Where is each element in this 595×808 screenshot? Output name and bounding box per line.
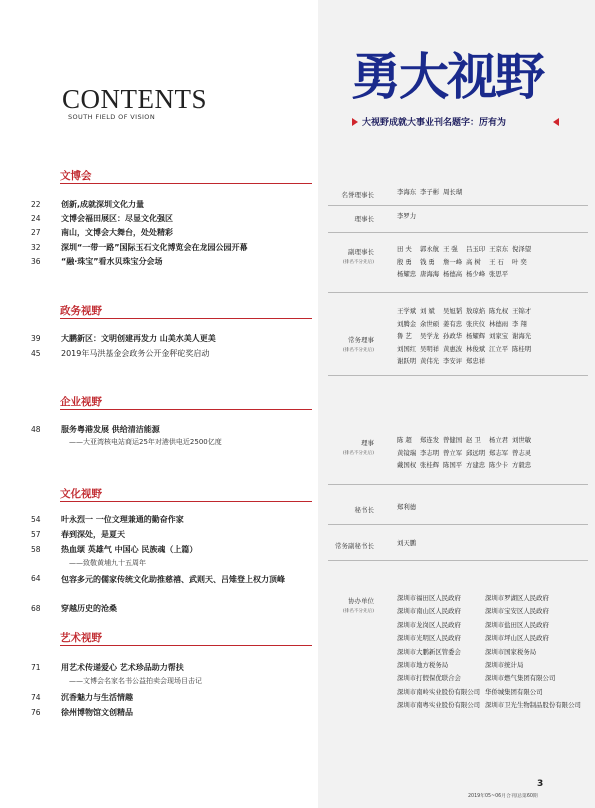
masthead-label: 常务理事 [348, 336, 374, 344]
toc-page-number: 57 [31, 530, 41, 539]
magazine-logo [351, 44, 547, 106]
toc-page-number: 76 [31, 708, 41, 717]
masthead-names: 李海东 李子彬 周长瑚 [397, 188, 463, 196]
masthead-names: 田 夫 郭永航 王 强 吕玉印 王京东 倪泽望 殷 勇 钱 勇 詹一峰 高 树 王 石 叶 奕 杨耀忠 唐海海 杨德高 杨少峰 张思平 [397, 245, 532, 278]
toc-entry-title: 大鹏新区：文明创建再发力 山美水美人更美 [61, 334, 216, 343]
masthead-names: 陈 超 郑连发 曾健国 赵 卫 杨立君 刘世敏 黄镜瑞 李志明 曾立军 邱远明 郑志军 曾志灵 戴国权 张桂辉 陈国平 方建忠 陈少卡 方毅忠 [397, 436, 532, 469]
toc-page-number: 39 [31, 334, 41, 343]
toc-entry-title: 沉香魅力与生活情趣 [61, 693, 133, 702]
toc-entry-title: 包容多元的儒家传统文化助推慈禧、武则天、吕雉登上权力顶峰 [61, 575, 285, 584]
toc-page-number: 74 [31, 693, 41, 702]
masthead-divider [328, 484, 588, 485]
masthead-note: (排名不分先后) [342, 609, 374, 614]
slogan-left-arrow-icon [352, 118, 358, 126]
contents-title: CONTENTS [62, 84, 207, 114]
masthead-divider [328, 292, 588, 293]
section-heading: 艺术视野 [60, 632, 102, 644]
issue-info: 2019年05~06月合刊/总第60期 [468, 794, 538, 799]
contents-subtitle: SOUTH FIELD OF VISION [68, 113, 156, 121]
toc-entry[interactable] [31, 545, 311, 569]
toc-entry-title: 创新,成就深圳文化力量 [61, 200, 145, 209]
toc-entry-title: 文博会福田展区：尽显文化强区 [61, 214, 173, 223]
masthead-label: 副理事长 [348, 248, 374, 256]
logo-text: 勇大视野 [351, 47, 543, 106]
toc-page-number: 64 [31, 574, 41, 583]
toc-entry-title: 深圳“一带一路”国际玉石文化博览会在龙园公园开幕 [61, 243, 248, 252]
toc-entry-subtitle: ——大亚湾核电站商运25年对港供电近2500亿度 [69, 438, 222, 446]
toc-page-number: 68 [31, 604, 41, 613]
masthead-label: 理事长 [354, 215, 374, 223]
toc-page-number: 71 [31, 663, 41, 672]
masthead-divider [328, 560, 588, 561]
toc-page-number: 27 [31, 228, 41, 237]
section-divider [60, 501, 312, 502]
section-heading: 政务视野 [60, 305, 102, 317]
toc-entry-title: 服务粤港发展 供给清洁能源 [61, 425, 160, 434]
slogan-bar [350, 115, 570, 129]
toc-entry-title: 南山，文博会大舞台，处处精彩 [61, 228, 173, 237]
toc-page-number: 54 [31, 515, 41, 524]
toc-page-number: 32 [31, 243, 41, 252]
section-divider [60, 409, 312, 410]
masthead-note: (排名不分先后) [342, 260, 374, 265]
masthead-note: (排名不分先后) [342, 348, 374, 353]
section-heading: 企业视野 [60, 396, 102, 408]
section-heading: 文博会 [60, 170, 92, 182]
toc-entry[interactable] [31, 425, 311, 449]
masthead-names: 刘天鹏 [397, 539, 417, 547]
toc-entry-subtitle: ——致敬黄埔九十五周年 [69, 559, 146, 567]
masthead-label: 常务副秘书长 [335, 542, 374, 550]
section-heading: 文化视野 [60, 488, 102, 500]
masthead-note: (排名不分先后) [342, 451, 374, 456]
slogan-text: 大视野成就大事业刊名题字：厉有为 [362, 118, 507, 128]
masthead-divider [328, 375, 588, 376]
section-divider [60, 183, 312, 184]
toc-entry-title: “融·珠宝”看水贝珠宝分会场 [61, 257, 163, 266]
toc-entry-title: 穿越历史的沧桑 [61, 604, 117, 613]
toc-page-number: 45 [31, 349, 41, 358]
toc-entry-title: 用艺术传递爱心 艺术珍品助力帮扶 [61, 663, 184, 672]
masthead-label: 协办单位 [348, 597, 374, 605]
masthead-names: 王学斌 刘 斌 吴旭韬 敖琼焰 陈允权 王锦才 刘腾金 余世硕 姜有忠 张庆仪 林德雨 李 翔 鲁 艺 吴学龙 孙政华 杨耀辉 刘家宝 谢海光 刘国红 吴明祥 黄惠波 林俊斌 江立平 陈桂明 谢跃明 黄伟光 李安评 郑忠祥 [397, 307, 532, 365]
masthead-names: 郑利德 [397, 503, 417, 511]
masthead-divider [328, 232, 588, 233]
toc-page-number: 58 [31, 545, 41, 554]
toc-entry-title: 2019年马洪基金会政务公开金秤砣奖启动 [61, 349, 210, 358]
section-divider [60, 318, 312, 319]
organizer-list: 深圳市福田区人民政府 深圳市罗湖区人民政府 深圳市南山区人民政府 深圳市宝安区人民政府 深圳市龙岗区人民政府 深圳市盐田区人民政府 深圳市光明区人民政府 深圳市坪山区人民政府 深圳市大鹏新区管委会 深圳市国家税务局 深圳市地方税务局 深圳市统计局 深圳市打假保优联合会 深圳市燃气集团有限公司 深圳市南岭实业股份有限公司 华侨城集团有限公司 深圳市南粤实业股份有限公司 深圳市卫光生物制品股份有限公司 [397, 594, 581, 710]
masthead-divider [328, 524, 588, 525]
toc-entry[interactable] [31, 663, 311, 687]
section-divider [60, 645, 312, 646]
toc-entry[interactable] [31, 574, 311, 596]
slogan-right-arrow-icon [553, 118, 559, 126]
toc-entry-title: 叶永烈一 一位文理兼通的勤奋作家 [61, 515, 184, 524]
masthead-label: 理事 [361, 439, 374, 447]
toc-entry-title: 热血颂 英雄气 中国心 民族魂（上篇） [61, 545, 198, 554]
masthead-label: 秘书长 [354, 506, 374, 514]
toc-page-number: 36 [31, 257, 41, 266]
toc-page-number: 24 [31, 214, 41, 223]
masthead-names: 李罗力 [397, 212, 417, 220]
toc-page-number: 48 [31, 425, 41, 434]
page-number: 3 [537, 779, 544, 789]
masthead-label: 名誉理事长 [341, 191, 374, 199]
masthead-divider [328, 205, 588, 206]
toc-entry-title: 徐州博物馆文创精品 [61, 708, 133, 717]
toc-entry-subtitle: ——文博会名家名书公益拍卖会现场目击记 [69, 677, 202, 685]
toc-page-number: 22 [31, 200, 41, 209]
toc-entry-title: 春到深处，是夏天 [61, 530, 125, 539]
